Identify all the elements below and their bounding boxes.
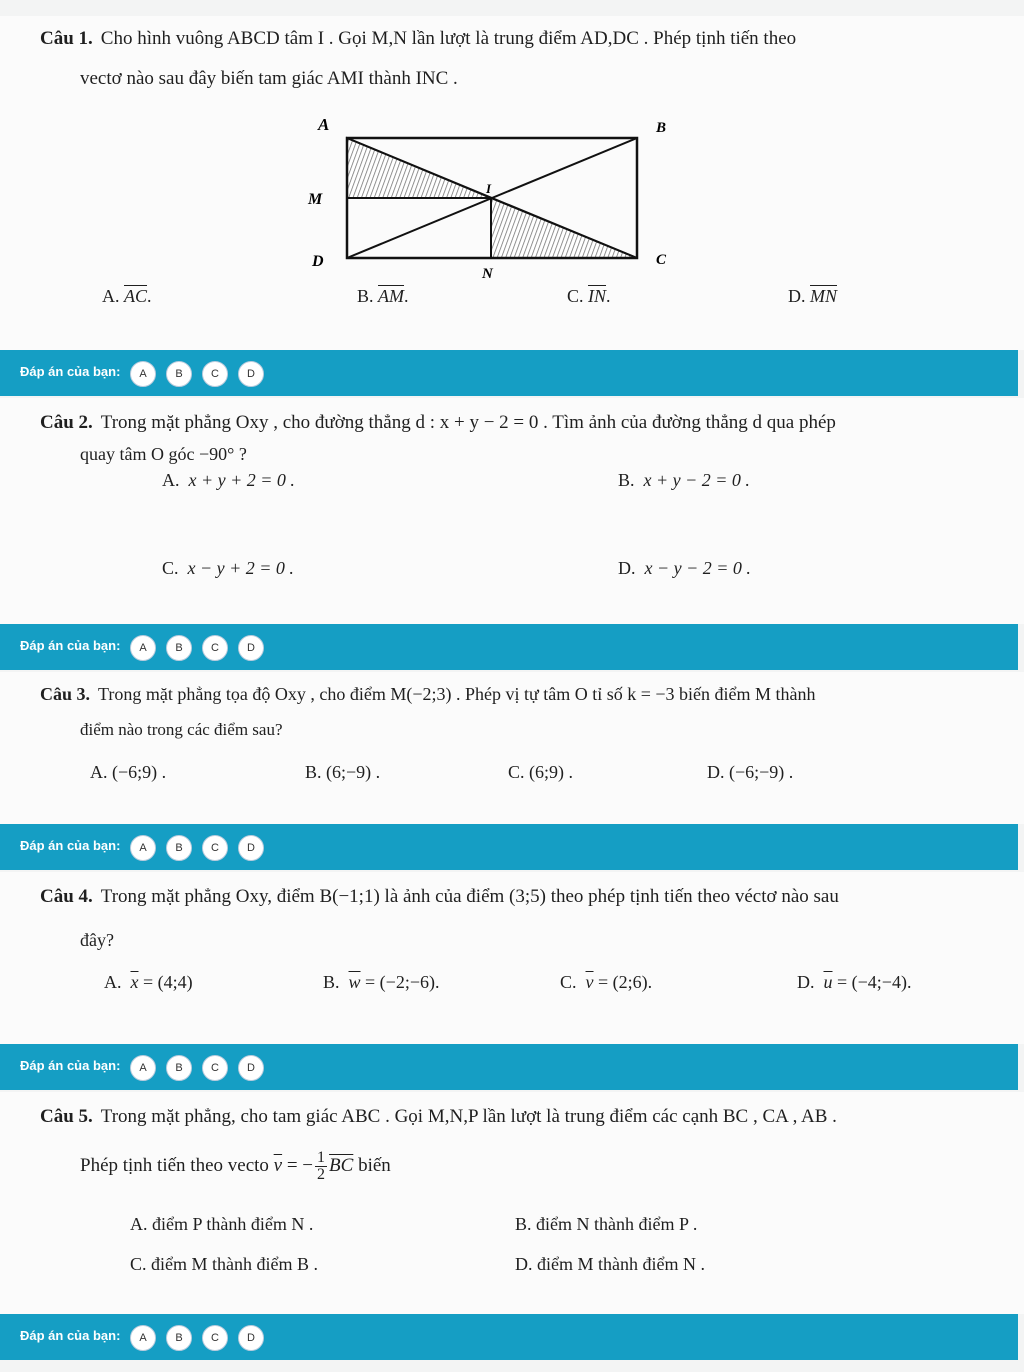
q2-option-a: A. x + y + 2 = 0 .: [162, 470, 295, 490]
square-figure: [0, 102, 1024, 282]
q1-option-d: D. $\overline{MN}$: [788, 286, 837, 306]
fraction: $\frac{1}{2}$: [317, 1149, 326, 1183]
q5-option-c: C. điểm M thành điểm B .: [130, 1254, 318, 1274]
label-I: I: [486, 181, 492, 196]
q5-option-d: D. điểm M thành điểm N .: [515, 1254, 705, 1274]
q1-choice-d[interactable]: D: [238, 361, 264, 387]
q2-choice-b[interactable]: B: [166, 635, 192, 661]
q4-choice-c[interactable]: C: [202, 1055, 228, 1081]
answer-bar-3: [0, 824, 1018, 870]
q4-option-d: D. $\overline{u}$ = (−4;−4).: [797, 972, 912, 992]
q4-option-b: B. $\overline{w}$ = (−2;−6).: [323, 972, 440, 992]
answer-label: Đáp án của bạn:: [20, 364, 121, 379]
question-2-line-1: Câu 2. Trong mặt phẳng Oxy , cho đường thẳng d : x + y − 2 = 0 . Tìm ảnh của đường thẳng d qua phép: [40, 412, 836, 433]
label-M: M: [308, 191, 323, 208]
answer-label: Đáp án của bạn:: [20, 638, 121, 653]
label-B: B: [656, 120, 667, 136]
q4-choice-a[interactable]: A: [130, 1055, 156, 1081]
q3-choice-a[interactable]: A: [130, 835, 156, 861]
q4-option-a: A. $\overline{x}$ = (4;4): [104, 972, 193, 992]
q2-option-d: D. x − y − 2 = 0 .: [618, 558, 751, 578]
q5-choice-c[interactable]: C: [202, 1325, 228, 1351]
question-5-line-2: Phép tịnh tiến theo vecto $\overline{v}$ = − $\frac{1}{2}$ $\overline{BC}$ biến: [80, 1149, 391, 1183]
question-3-line-2: điểm nào trong các điểm sau?: [80, 720, 283, 739]
answer-bar-2: [0, 624, 1018, 670]
question-4-line-1: Câu 4. Trong mặt phẳng Oxy, điểm B(−1;1) là ảnh của điểm (3;5) theo phép tịnh tiến theo véctơ nào sau: [40, 886, 839, 907]
q1-choice-b[interactable]: B: [166, 361, 192, 387]
question-5-line-1: Câu 5. Trong mặt phẳng, cho tam giác ABC . Gọi M,N,P lần lượt là trung điểm các cạnh BC , CA , AB .: [40, 1106, 837, 1127]
q3-option-a: A. (−6;9) .: [90, 762, 167, 782]
q3-choice-d[interactable]: D: [238, 835, 264, 861]
q1-option-c: C. $\overline{IN}$.: [567, 286, 611, 306]
q5-choice-a[interactable]: A: [130, 1325, 156, 1351]
question-3-line-1: Câu 3. Trong mặt phẳng tọa độ Oxy , cho điểm M(−2;3) . Phép vị tự tâm O tỉ số k = −3 biến điểm M thành: [40, 684, 816, 704]
q4-choice-b[interactable]: B: [166, 1055, 192, 1081]
label-D: D: [312, 253, 324, 270]
q3-option-b: B. (6;−9) .: [305, 762, 381, 782]
answer-label: Đáp án của bạn:: [20, 1058, 121, 1073]
answer-label: Đáp án của bạn:: [20, 1328, 121, 1343]
q2-choice-c[interactable]: C: [202, 635, 228, 661]
q2-choice-a[interactable]: A: [130, 635, 156, 661]
question-5: [0, 1092, 1024, 1314]
q1-choice-c[interactable]: C: [202, 361, 228, 387]
answer-bar-5: [0, 1314, 1018, 1360]
question-2: [0, 398, 1024, 624]
question-1: [0, 16, 1024, 350]
question-4: [0, 872, 1024, 1044]
question-3: [0, 672, 1024, 824]
q2-choice-d[interactable]: D: [238, 635, 264, 661]
q5-choice-b[interactable]: B: [166, 1325, 192, 1351]
label-A: A: [318, 115, 330, 134]
q2-option-b: B. x + y − 2 = 0 .: [618, 470, 750, 490]
answer-bar-4: [0, 1044, 1018, 1090]
q3-option-c: C. (6;9) .: [508, 762, 574, 782]
question-1-line-1: Câu 1. Cho hình vuông ABCD tâm I . Gọi M,N lần lượt là trung điểm AD,DC . Phép tịnh tiến theo: [40, 28, 797, 49]
q5-choice-d[interactable]: D: [238, 1325, 264, 1351]
label-C: C: [656, 252, 667, 268]
q3-choice-b[interactable]: B: [166, 835, 192, 861]
q1-choice-a[interactable]: A: [130, 361, 156, 387]
question-1-line-2: vectơ nào sau đây biến tam giác AMI thành INC .: [80, 68, 458, 89]
q1-option-b: B. $\overline{AM}$.: [357, 286, 409, 306]
q2-option-c: C. x − y + 2 = 0 .: [162, 558, 294, 578]
q5-option-b: B. điểm N thành điểm P .: [515, 1214, 698, 1234]
q5-option-a: A. điểm P thành điểm N .: [130, 1214, 314, 1234]
answer-bar-1: [0, 350, 1018, 396]
q3-option-d: D. (−6;−9) .: [707, 762, 794, 782]
label-N: N: [482, 266, 493, 282]
q1-option-a: A. $\overline{AC}$.: [102, 286, 152, 306]
question-2-line-2: quay tâm O góc −90° ?: [80, 444, 247, 464]
answer-label: Đáp án của bạn:: [20, 838, 121, 853]
q3-choice-c[interactable]: C: [202, 835, 228, 861]
q4-option-c: C. $\overline{v}$ = (2;6).: [560, 972, 653, 992]
q4-choice-d[interactable]: D: [238, 1055, 264, 1081]
question-4-line-2: đây?: [80, 930, 114, 950]
